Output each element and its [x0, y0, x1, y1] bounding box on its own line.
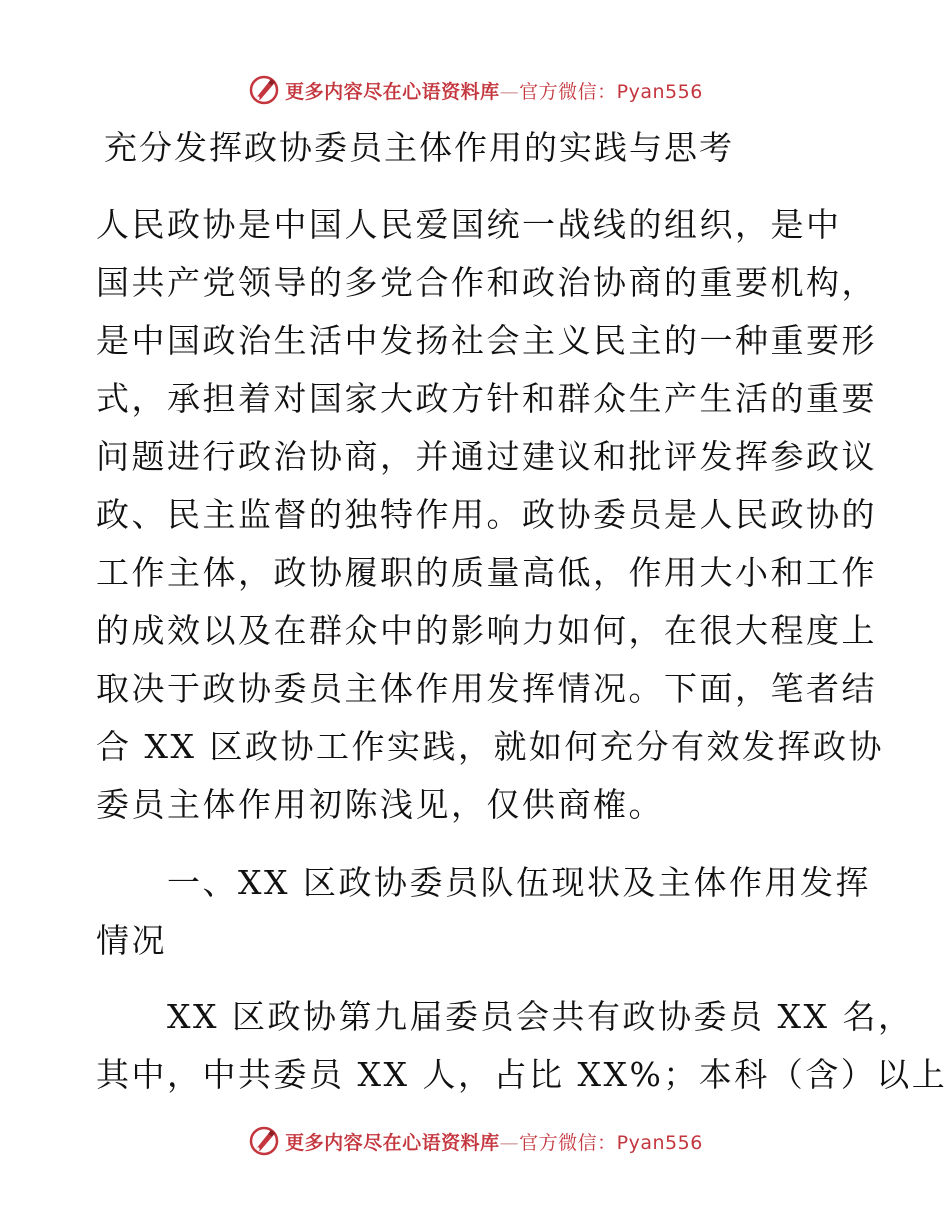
watermark-separator: — [499, 1131, 520, 1154]
text-line: 人民政协是中国人民爱国统一战线的组织，是中 [96, 205, 842, 244]
text-line: 是中国政治生活中发扬社会主义民主的一种重要形 [96, 321, 877, 360]
text-line: 政、民主监督的独特作用。政协委员是人民政协的 [96, 495, 877, 534]
watermark-wechat: 官方微信：Pyan556 [519, 1131, 703, 1154]
footer-watermark [0, 1121, 950, 1161]
text-line: 情况 [96, 921, 167, 960]
text-line: 国共产党领导的多党合作和政治协商的重要机构， [96, 263, 877, 302]
text-line: 其中，中共委员 XX 人，占比 XX%；本科（含）以上 [96, 1055, 948, 1094]
text-line: 式，承担着对国家大政方针和群众生产生活的重要 [96, 379, 877, 418]
watermark-text [285, 1128, 703, 1155]
paragraph-body [96, 988, 948, 1104]
pen-circle-logo-icon [247, 73, 281, 107]
text-line: 的成效以及在群众中的影响力如何，在很大程度上 [96, 611, 877, 650]
text-line: 合 XX 区政协工作实践，就如何充分有效发挥政协 [96, 727, 884, 766]
text-line: 取决于政协委员主体作用发挥情况。下面，笔者结 [96, 669, 877, 708]
watermark-brand: 更多内容尽在心语资料库 [285, 80, 500, 103]
watermark-text [285, 77, 703, 104]
header-watermark [0, 70, 950, 110]
text-line: 委员主体作用初陈浅见，仅供商榷。 [96, 785, 664, 824]
text-line: XX 区政协第九届委员会共有政协委员 XX 名， [96, 997, 914, 1036]
text-line: 一、XX 区政协委员队伍现状及主体作用发挥 [96, 863, 871, 902]
section-heading [96, 854, 871, 970]
watermark-brand: 更多内容尽在心语资料库 [285, 1131, 500, 1154]
document-title: 充分发挥政协委员主体作用的实践与思考 [104, 128, 734, 167]
watermark-separator: — [499, 80, 520, 103]
text-line: 问题进行政治协商，并通过建议和批评发挥参政议 [96, 437, 877, 476]
text-line: 工作主体，政协履职的质量高低，作用大小和工作 [96, 553, 877, 592]
pen-circle-logo-icon [247, 1124, 281, 1158]
watermark-wechat: 官方微信：Pyan556 [519, 80, 703, 103]
paragraph-intro [96, 196, 884, 834]
